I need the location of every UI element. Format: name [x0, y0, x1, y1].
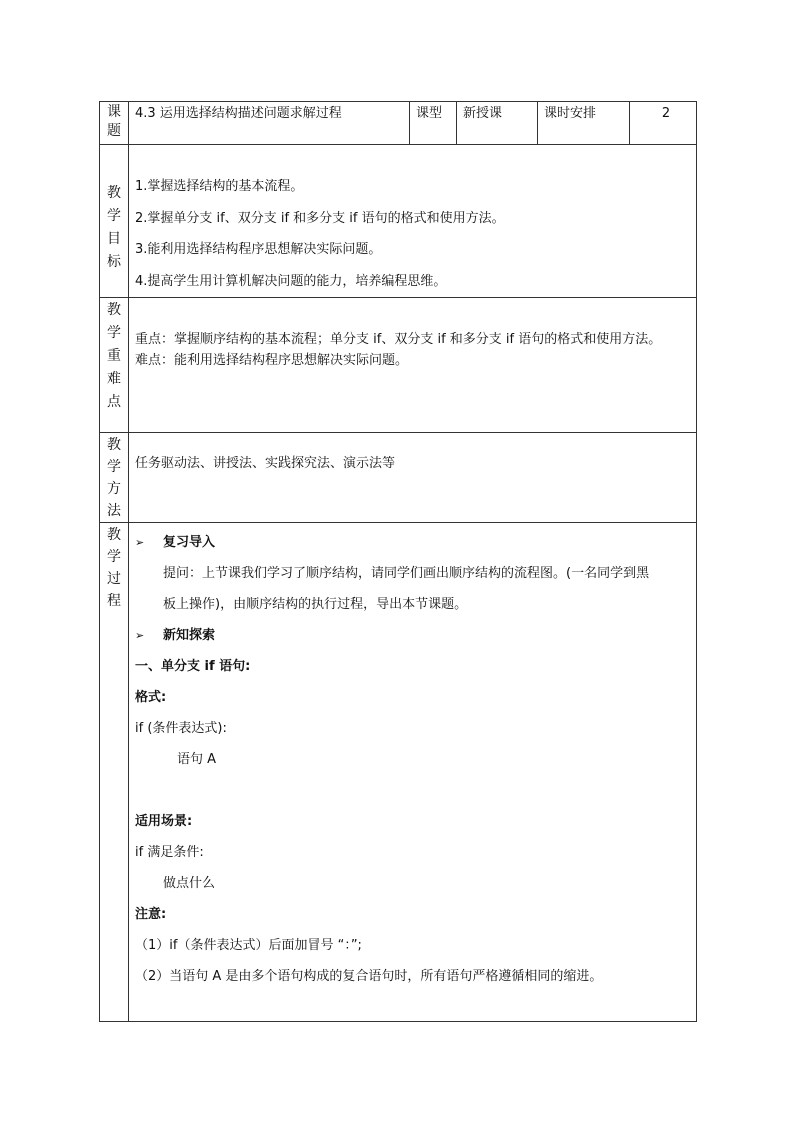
subject-label: 课题 [107, 104, 121, 139]
note-item: （2）当语句 A 是由多个语句构成的复合语句时，所有语句严格遵循相同的缩进。 [135, 969, 603, 984]
review-title: 复习导入 [163, 535, 216, 550]
method-text: 任务驱动法、讲授法、实践探究法、演示法等 [135, 456, 396, 471]
subject-value: 4.3 运用选择结构描述问题求解过程 [129, 102, 410, 145]
process-content-cell [129, 523, 697, 1022]
goal-item: 1.掌握选择结构的基本流程。 [135, 179, 304, 194]
hours-label: 课时安排 [538, 102, 630, 145]
method-label-cell [100, 433, 129, 523]
process-row [100, 523, 697, 1022]
format-title: 格式: [135, 690, 167, 705]
focus-row [100, 298, 697, 433]
goal-item: 4.提高学生用计算机解决问题的能力，培养编程思维。 [135, 273, 447, 289]
review-heading [135, 527, 696, 558]
note-item: （1）if（条件表达式）后面加冒号 “：”; [135, 938, 362, 953]
format-line: if (条件表达式): [135, 721, 227, 736]
format-statement: 语句 A [177, 752, 217, 767]
focus-content-cell [129, 298, 697, 433]
arrow-bullet-icon: ➢ [135, 629, 145, 642]
focus-label: 教学重难点 [107, 302, 121, 410]
goal-item: 2.掌握单分支 if、双分支 if 和多分支 if 语句的格式和使用方法。 [135, 210, 505, 226]
explore-heading [135, 620, 696, 651]
review-line: 提问：上节课我们学习了顺序结构，请同学们画出顺序结构的流程图。(一名同学到黑 [163, 566, 650, 581]
hours-value: 2 [630, 102, 697, 145]
focus-label-cell [100, 298, 129, 433]
scene-title: 适用场景: [135, 814, 193, 829]
method-label: 教学方法 [107, 437, 121, 519]
scene-line: 做点什么 [163, 876, 216, 891]
process-label: 教学过程 [107, 527, 121, 609]
type-value: 新授课 [457, 102, 538, 145]
method-row [100, 433, 697, 523]
process-label-cell [100, 523, 129, 1022]
goals-label: 教学目标 [107, 185, 121, 270]
goals-label-cell [100, 145, 129, 298]
header-row [100, 102, 697, 145]
subject-label-cell [100, 102, 129, 145]
goals-content-cell [129, 145, 697, 298]
lesson-plan-table [99, 101, 697, 1022]
review-line: 板上操作)，由顺序结构的执行过程，导出本节课题。 [163, 597, 468, 612]
note-title: 注意: [135, 907, 167, 922]
goals-row [100, 145, 697, 298]
scene-line: if 满足条件: [135, 845, 204, 860]
spacer [135, 775, 696, 806]
section1-title: 一、单分支 if 语句: [135, 659, 251, 674]
difficult-point: 难点：能利用选择结构程序思想解决实际问题。 [135, 353, 409, 368]
arrow-bullet-icon: ➢ [135, 536, 145, 549]
key-point: 重点：掌握顺序结构的基本流程；单分支 if、双分支 if 和多分支 if 语句的格式和使用方法。 [135, 332, 662, 347]
goal-item: 3.能利用选择结构程序思想解决实际问题。 [135, 242, 382, 257]
type-label: 课型 [410, 102, 457, 145]
method-content-cell [129, 433, 697, 523]
explore-title: 新知探索 [163, 628, 216, 643]
